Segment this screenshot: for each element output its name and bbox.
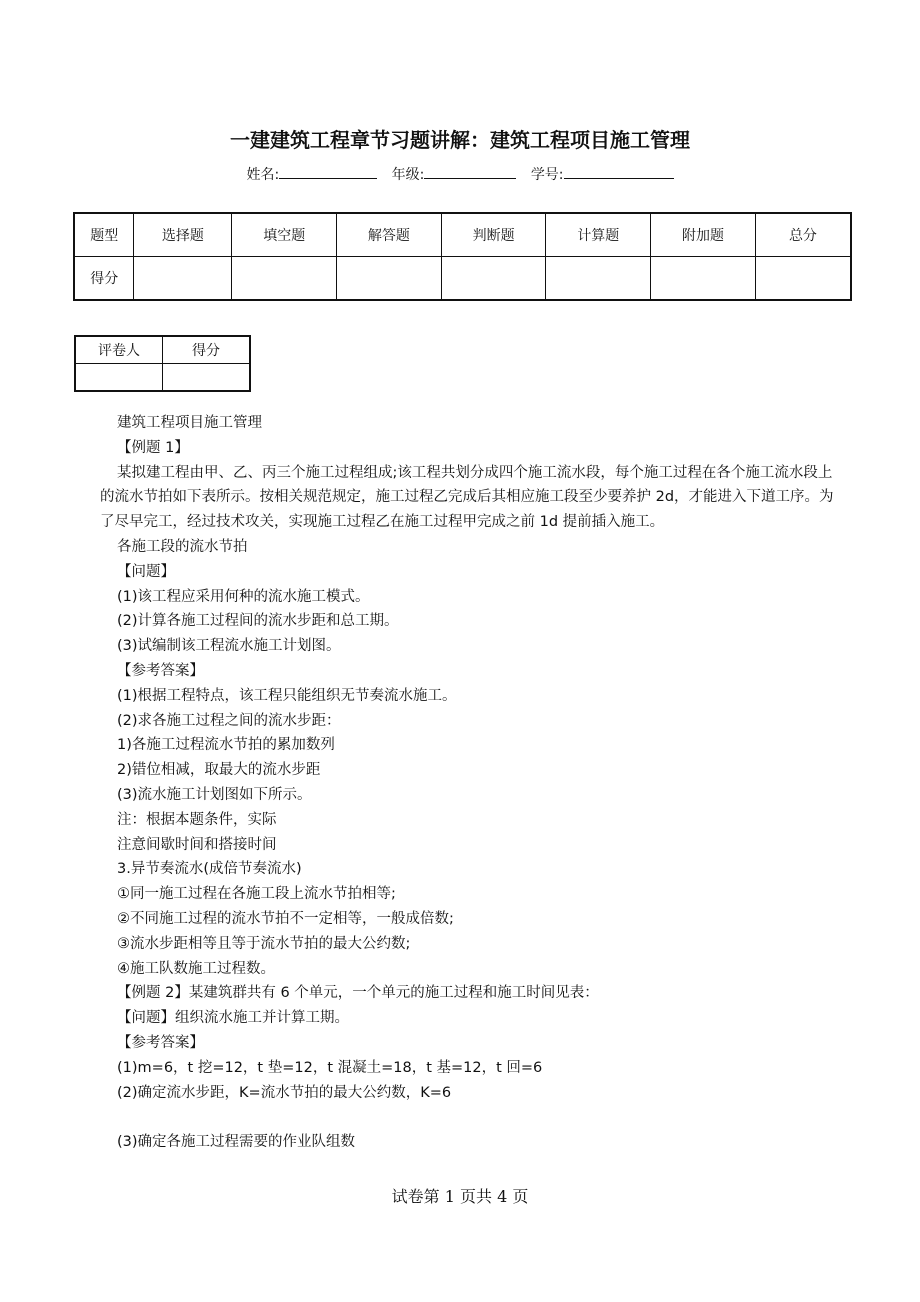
body-line: 【例题 1】 [117, 439, 189, 456]
score-header-cell: 附加题 [651, 213, 756, 257]
body-line: (2)确定流水步距，K=流水节拍的最大公约数，K=6 [117, 1084, 452, 1101]
body-line: 建筑工程项目施工管理 [117, 415, 262, 431]
body-line: (3)确定各施工过程需要的作业队组数 [117, 1134, 356, 1151]
score-header-cell: 填空题 [232, 213, 337, 257]
score-table [73, 212, 852, 301]
body-line: ②不同施工过程的流水节拍不一定相等，一般成倍数; [117, 910, 454, 927]
grader-score-header: 得分 [163, 336, 251, 364]
score-cell[interactable] [337, 257, 442, 301]
body-line: 3.异节奏流水(成倍节奏流水) [117, 861, 302, 878]
body-line: ①同一施工过程在各施工段上流水节拍相等; [117, 886, 396, 903]
score-header-cell: 总分 [755, 213, 851, 257]
score-header-cell: 计算题 [546, 213, 651, 257]
body-paragraph: 某拟建工程由甲、乙、丙三个施工过程组成;该工程共划分成四个施工流水段，每个施工过程在各个施工流水段上的流水节拍如下表所示。按相关规范规定，施工过程乙完成后其相应施工段至少要养护 2d，才能进入下道工序。为了尽早完工，经过技术攻关，实现施工过程乙在施工过程甲完成之前 1d 提前插入施工。 [100, 464, 834, 531]
body-line: (3)流水施工计划图如下所示。 [117, 786, 312, 803]
score-cell[interactable] [755, 257, 851, 301]
body-line: 注：根据本题条件，实际 [117, 811, 277, 828]
body-line: 【问题】 [117, 563, 175, 580]
grader-cell[interactable] [75, 364, 163, 392]
id-label: 学号: [530, 167, 564, 183]
body-line: 【例题 2】某建筑群共有 6 个单元，一个单元的施工过程和施工时间见表： [117, 985, 599, 1002]
body-line: ③流水步距相等且等于流水节拍的最大公约数; [117, 935, 411, 952]
grader-header: 评卷人 [75, 336, 163, 364]
grader-score-cell[interactable] [163, 364, 251, 392]
score-cell[interactable] [546, 257, 651, 301]
body-line: (1)根据工程特点，该工程只能组织无节奏流水施工。 [117, 687, 457, 704]
body-line: (2)求各施工过程之间的流水步距： [117, 712, 341, 729]
page-title: 一建建筑工程章节习题讲解：建筑工程项目施工管理 [230, 128, 690, 152]
body-line: (1)m=6，t 挖=12，t 垫=12，t 混凝土=18，t 基=12，t 回=6 [117, 1059, 543, 1076]
document-body [100, 411, 846, 1155]
score-cell[interactable] [134, 257, 232, 301]
grader-table [74, 335, 251, 392]
score-header-cell: 题型 [74, 213, 134, 257]
grade-label: 年级: [391, 167, 425, 183]
name-field[interactable] [279, 164, 377, 179]
body-line: (3)试编制该工程流水施工计划图。 [117, 638, 341, 655]
page-footer: 试卷第 1 页共 4 页 [391, 1187, 529, 1206]
score-header-cell: 解答题 [337, 213, 442, 257]
body-line: ④施工队数施工过程数。 [117, 960, 275, 977]
body-line: 1)各施工过程流水节拍的累加数列 [117, 737, 335, 754]
body-line: 2)错位相减，取最大的流水步距 [117, 762, 321, 779]
body-line: 【参考答案】 [117, 1034, 204, 1051]
body-line: (1)该工程应采用何种的流水施工模式。 [117, 588, 370, 605]
body-line: 注意间歇时间和搭接时间 [117, 836, 277, 853]
score-header-cell: 判断题 [441, 213, 546, 257]
name-label: 姓名: [246, 167, 280, 183]
body-line: 各施工段的流水节拍 [117, 538, 248, 555]
blank-line [100, 1105, 846, 1130]
body-line: (2)计算各施工过程间的流水步距和总工期。 [117, 613, 399, 630]
score-cell[interactable] [232, 257, 337, 301]
id-field[interactable] [564, 164, 674, 179]
body-line: 【问题】组织流水施工并计算工期。 [117, 1010, 349, 1027]
grade-field[interactable] [424, 164, 516, 179]
score-row-label: 得分 [74, 257, 134, 301]
body-line: 【参考答案】 [117, 662, 204, 679]
score-cell[interactable] [651, 257, 756, 301]
score-cell[interactable] [441, 257, 546, 301]
student-info [0, 164, 920, 184]
score-header-cell: 选择题 [134, 213, 232, 257]
